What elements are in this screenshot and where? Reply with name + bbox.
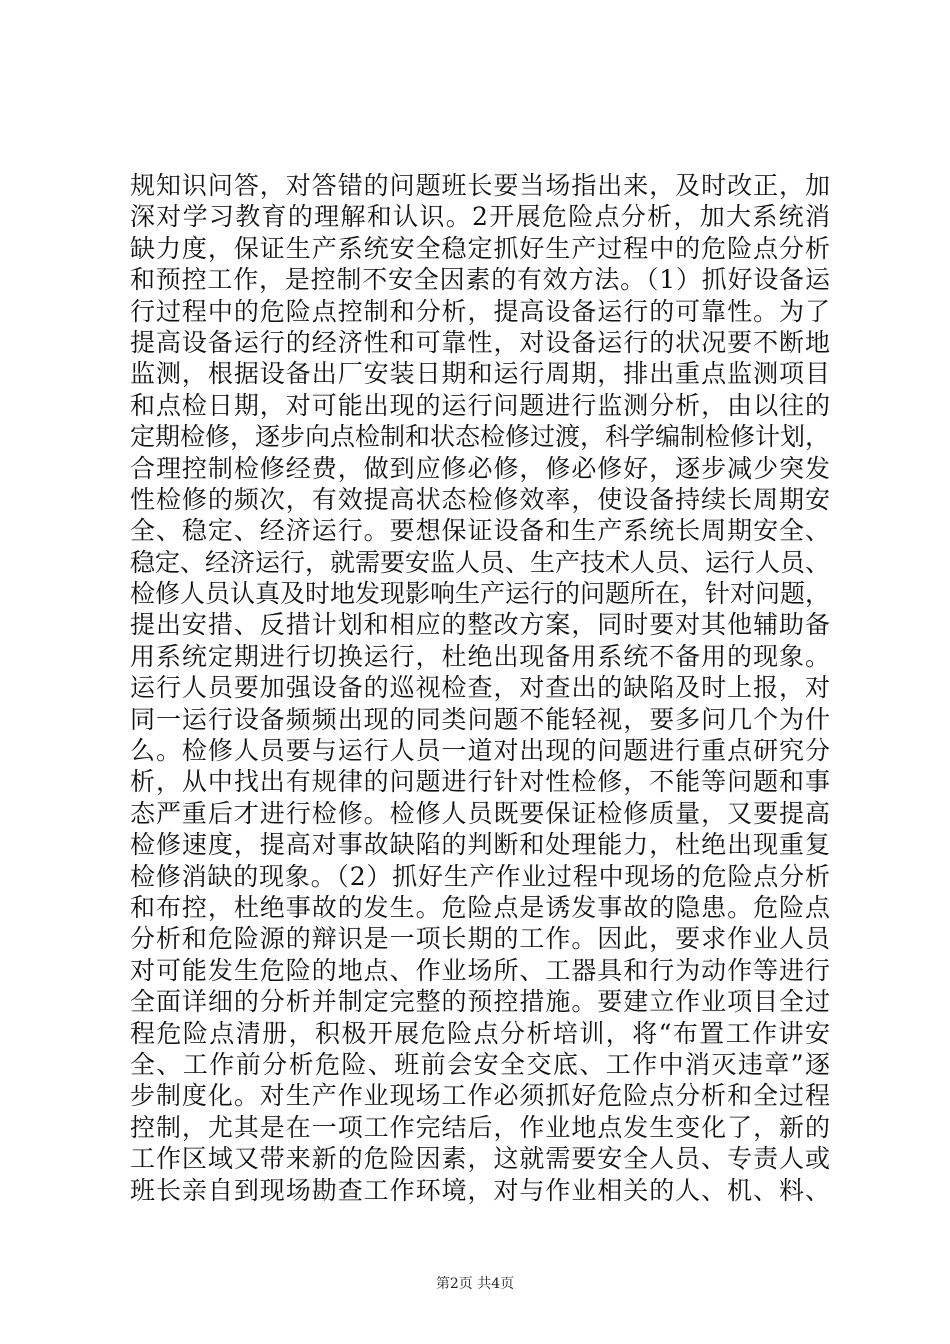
text-line: 检修速度，提高对事故缺陷的判断和处理能力，杜绝出现重复 [130, 830, 830, 860]
text-line: 全、稳定、经济运行。要想保证设备和生产系统长周期安全、 [130, 516, 830, 546]
text-line: 行过程中的危险点控制和分析，提高设备运行的可靠性。为了 [130, 296, 830, 326]
text-line: 深对学习教育的理解和认识。2开展危险点分析，加大系统消 [130, 202, 830, 232]
text-line: 检修人员认真及时地发现影响生产运行的问题所在，针对问题， [130, 579, 831, 609]
text-line: 提出安措、反措计划和相应的整改方案，同时要对其他辅助备 [130, 610, 830, 640]
text-line: 工作区域又带来新的危险因素，这就需要安全人员、专责人或 [130, 1144, 830, 1174]
text-line: 合理控制检修经费，做到应修必修，修必修好，逐步减少突发 [130, 453, 830, 483]
text-line: 全面详细的分析并制定完整的预控措施。要建立作业项目全过 [130, 987, 830, 1017]
text-line: 提高设备运行的经济性和可靠性，对设备运行的状况要不断地 [130, 327, 830, 357]
text-line: 分析和危险源的辩识是一项长期的工作。因此，要求作业人员 [130, 924, 830, 954]
text-line: 析，从中找出有规律的问题进行针对性检修，不能等问题和事 [130, 767, 830, 797]
text-line: 程危险点清册，积极开展危险点分析培训，将“布置工作讲安 [130, 1018, 830, 1048]
text-line: 性检修的频次，有效提高状态检修效率，使设备持续长周期安 [130, 484, 830, 514]
text-line: 缺力度，保证生产系统安全稳定抓好生产过程中的危险点分析 [130, 233, 830, 263]
text-line: 态严重后才进行检修。检修人员既要保证检修质量，又要提高 [130, 798, 830, 828]
text-line: 运行人员要加强设备的巡视检查，对查出的缺陷及时上报，对 [130, 673, 830, 703]
text-line: 么。检修人员要与运行人员一道对出现的问题进行重点研究分 [130, 736, 830, 766]
text-line: 检修消缺的现象。（2）抓好生产作业过程中现场的危险点分析 [130, 861, 830, 891]
text-line: 稳定、经济运行，就需要安监人员、生产技术人员、运行人员、 [130, 547, 831, 577]
text-line: 规知识问答，对答错的问题班长要当场指出来，及时改正，加 [130, 171, 830, 200]
text-line: 定期检修，逐步向点检制和状态检修过渡，科学编制检修计划， [130, 422, 831, 452]
text-line: 和布控，杜绝事故的发生。危险点是诱发事故的隐患。危险点 [130, 892, 830, 922]
body-text [130, 170, 830, 1206]
text-line: 对可能发生危险的地点、作业场所、工器具和行为动作等进行 [130, 955, 830, 985]
page-footer: 第2页 共4页 [435, 1276, 515, 1292]
text-line: 班长亲自到现场勘查工作环境，对与作业相关的人、机、料、 [130, 1175, 830, 1205]
text-line: 和预控工作，是控制不安全因素的有效方法。（1）抓好设备运 [130, 265, 830, 295]
text-line: 监测，根据设备出厂安装日期和运行周期，排出重点监测项目 [130, 359, 830, 389]
text-line: 控制，尤其是在一项工作完结后，作业地点发生变化了，新的 [130, 1112, 830, 1142]
text-line: 和点检日期，对可能出现的运行问题进行监测分析，由以往的 [130, 390, 830, 420]
text-line: 全、工作前分析危险、班前会安全交底、工作中消灭违章”逐 [130, 1049, 830, 1079]
text-line: 同一运行设备频频出现的同类问题不能轻视，要多问几个为什 [130, 704, 830, 734]
text-line: 步制度化。对生产作业现场工作必须抓好危险点分析和全过程 [130, 1081, 830, 1111]
text-line: 用系统定期进行切换运行，杜绝出现备用系统不备用的现象。 [130, 641, 830, 671]
